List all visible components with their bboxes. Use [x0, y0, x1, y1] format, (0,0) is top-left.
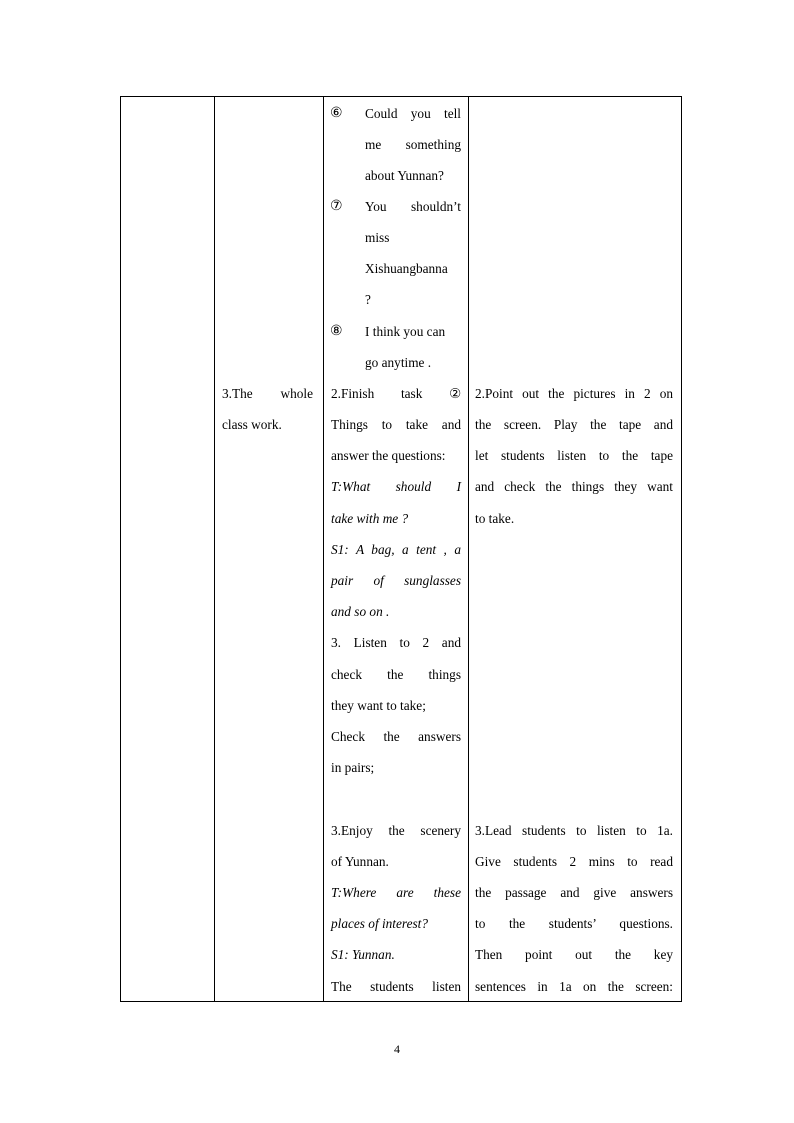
column-1-cell — [121, 97, 215, 1002]
enjoy-line-1: 3.Enjoy the scenery — [331, 823, 461, 838]
dialog-2-line-3: S1: Yunnan. — [331, 947, 395, 962]
teacher-block-1-line-3: let students listen to the tape — [475, 448, 673, 463]
step-3-line-4: Check the answers — [331, 729, 461, 744]
task-2-line-2: Things to take and — [331, 417, 461, 432]
teacher-block-1-line-1: 2.Point out the pictures in 2 on — [475, 386, 673, 401]
lesson-plan-table — [120, 96, 682, 1002]
activity-type-line-2: class work. — [222, 417, 282, 432]
step-3-line-2: check the things — [331, 667, 461, 682]
teacher-block-2-line-3: the passage and give answers — [475, 885, 673, 900]
activity-type-cell — [215, 97, 324, 1002]
students-listen-line: The students listen — [331, 979, 461, 994]
page-number: 4 — [394, 1042, 400, 1056]
activity-type-line-1: 3.The whole — [222, 386, 313, 401]
enjoy-line-2: of Yunnan. — [331, 854, 389, 869]
dialog-1-line-3: S1: A bag, a tent , a — [331, 542, 461, 557]
teacher-block-2-line-2: Give students 2 mins to read — [475, 854, 673, 869]
teacher-block-2-line-5: Then point out the key — [475, 947, 673, 962]
dialog-2-line-1: T:Where are these — [331, 885, 461, 900]
teacher-block-1-line-2: the screen. Play the tape and — [475, 417, 673, 432]
item-8-line-2: go anytime . — [365, 355, 432, 370]
task-2-line-3: answer the questions: — [331, 448, 446, 463]
teacher-block-1-line-5: to take. — [475, 511, 515, 526]
dialog-1-line-1: T:What should I — [331, 479, 461, 494]
task-2-line-1: 2.Finish task ② — [331, 386, 461, 401]
teacher-block-2-line-4: to the students’ questions. — [475, 916, 673, 931]
circled-number-7: ⑦ — [330, 199, 343, 214]
teacher-activity-cell — [469, 97, 682, 1002]
dialog-1-line-4: pair of sunglasses — [331, 573, 461, 588]
item-7-line-1: You shouldn’t — [365, 199, 461, 214]
item-7-line-4: ? — [365, 292, 371, 307]
item-6-line-2: me something — [365, 137, 461, 152]
item-6-line-1: Could you tell — [365, 106, 461, 121]
step-3-line-5: in pairs; — [331, 760, 375, 775]
teacher-block-1-line-4: and check the things they want — [475, 479, 673, 494]
dialog-1-line-5: and so on . — [331, 604, 390, 619]
circled-number-6: ⑥ — [330, 106, 343, 121]
circled-number-8: ⑧ — [330, 324, 343, 339]
item-8-line-1: I think you can — [365, 324, 446, 339]
teacher-block-2-line-1: 3.Lead students to listen to 1a. — [475, 823, 673, 838]
step-3-line-3: they want to take; — [331, 698, 426, 713]
item-7-line-3: Xishuangbanna — [365, 261, 448, 276]
item-6-line-3: about Yunnan? — [365, 168, 444, 183]
item-7-line-2: miss — [365, 230, 390, 245]
teacher-block-2-line-6: sentences in 1a on the screen: — [475, 979, 673, 994]
dialog-1-line-2: take with me ? — [331, 511, 409, 526]
student-activity-cell — [324, 97, 469, 1002]
step-3-line-1: 3. Listen to 2 and — [331, 635, 461, 650]
dialog-2-line-2: places of interest? — [331, 916, 428, 931]
